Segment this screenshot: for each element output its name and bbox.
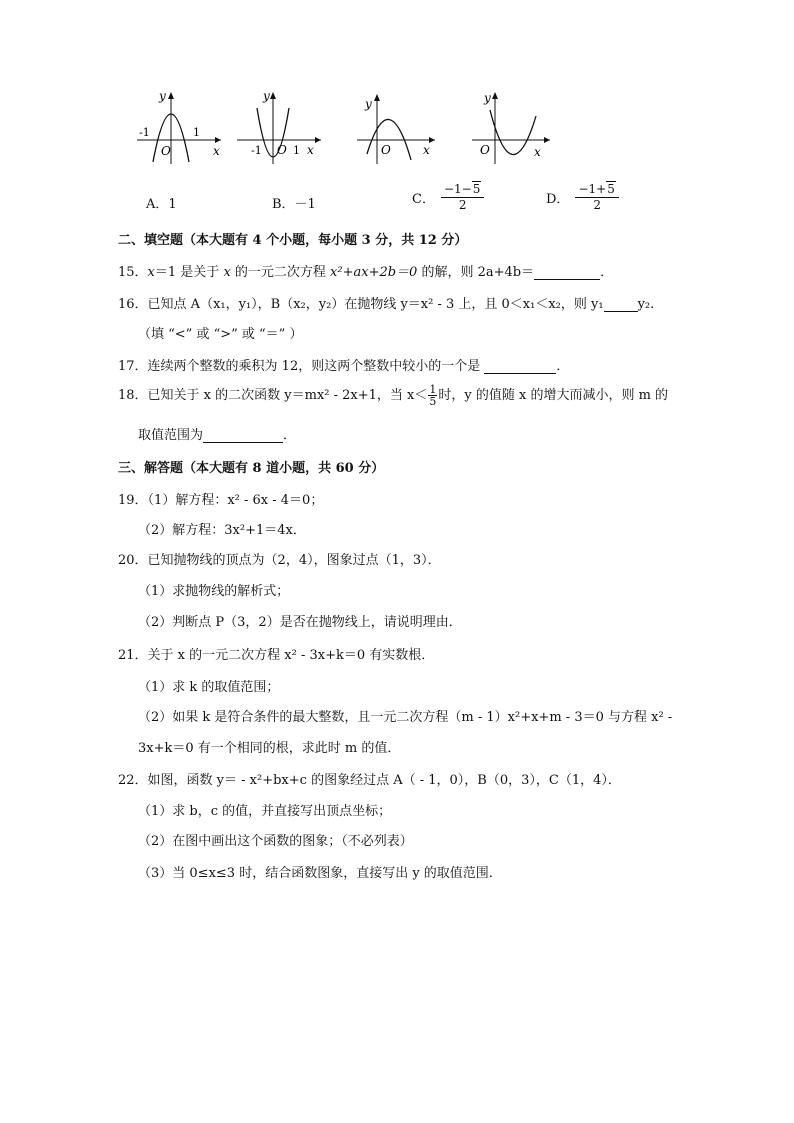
question-17: [118, 355, 569, 374]
q18-range-label: 取值范围为: [138, 428, 204, 443]
q18-fraction: [428, 384, 437, 407]
graph-a-neg-one: -1: [139, 126, 150, 139]
q18-fraction-num: 1: [429, 383, 437, 396]
question-19-part2: （2）解方程：3x²+1＝4x．: [138, 523, 306, 538]
question-21-part2-cont: 3x+k＝0 有一个相同的根，求此时 m 的值．: [138, 741, 401, 756]
question-19: 19．（1）解方程：x² - 6x - 4＝0；: [118, 493, 324, 508]
graph-a-y-label: y: [159, 89, 166, 103]
choice-c-numerator: −1−: [443, 182, 472, 196]
choice-c-denominator: 2: [458, 198, 467, 213]
graph-d-x-label: x: [534, 145, 541, 159]
graph-b-pos-one: 1: [293, 144, 300, 157]
q15-number: 15．: [118, 265, 148, 280]
graph-b-origin: O: [277, 143, 287, 157]
graph-c-origin: O: [381, 143, 391, 157]
graph-d: [470, 86, 560, 166]
choice-c: [412, 183, 484, 212]
question-21-part1: （1）求 k 的取值范围；: [138, 680, 280, 695]
question-21: 21．关于 x 的一元二次方程 x² - 3x+k＝0 有实数根．: [118, 648, 435, 663]
q15-text-3: 的解，则 2a+4b＝: [417, 265, 535, 280]
question-18: [118, 384, 668, 407]
question-16-hint: （填 “<” 或 “>” 或 “＝” ）: [138, 327, 303, 342]
graph-d-y-label: y: [484, 91, 491, 105]
q18-text-2: 时，y 的值随 x 的增大而减小，则 m 的: [438, 388, 669, 403]
q16-y2: y₂.: [637, 297, 655, 312]
q17-text: 17．连续两个整数的乘积为 12，则这两个整数中较小的一个是: [118, 359, 485, 374]
question-18-line2: [138, 424, 296, 443]
graph-a-x-label: x: [213, 144, 220, 158]
choice-d-label: D．: [546, 192, 570, 208]
choice-c-sqrt: 5: [472, 182, 481, 196]
q15-text-2: 的一元二次方程: [230, 265, 331, 280]
graph-b: [235, 86, 325, 166]
graph-b-x-label: x: [307, 143, 314, 157]
question-22-part1: （1）求 b，c 的值，并直接写出顶点坐标；: [138, 804, 392, 819]
q18-end: ．: [283, 428, 297, 443]
q17-end: ．: [556, 359, 570, 374]
question-20-part1: （1）求抛物线的解析式；: [138, 584, 290, 599]
graph-c-x-label: x: [423, 143, 430, 157]
choice-d-sqrt: 5: [607, 182, 615, 196]
graph-d-origin: O: [480, 143, 490, 157]
graph-a-pos-one: 1: [193, 126, 200, 139]
q18-fraction-den: 5: [429, 395, 437, 408]
graph-b-neg-one: -1: [251, 144, 262, 157]
choice-b: B．－1: [272, 197, 316, 212]
q18-text-1: 18．已知关于 x 的二次函数 y＝mx² - 2x+1，当 x＜: [118, 388, 428, 403]
q15-text-1: ＝1 是关于: [154, 265, 224, 280]
section-2-heading: 二、填空题（本大题有 4 个小题，每小题 3 分，共 12 分）: [118, 233, 468, 248]
choice-d-numerator: −1+: [578, 182, 607, 196]
graph-c: [355, 86, 445, 166]
section-3-heading: 三、解答题（本大题有 8 道小题，共 60 分）: [118, 461, 385, 476]
graph-a-origin: O: [161, 144, 171, 158]
q15-var-x2: x: [223, 265, 231, 280]
question-16: [118, 293, 654, 312]
choice-d: [546, 183, 619, 212]
choice-d-fraction: [575, 183, 618, 212]
choice-c-fraction: [441, 183, 484, 212]
question-15: [118, 261, 613, 280]
question-22-part2: （2）在图中画出这个函数的图象；（不必列表）: [138, 834, 413, 849]
q16-text: 16．已知点 A（x₁，y₁），B（x₂，y₂）在抛物线 y＝x² - 3 上，且 0＜x₁＜x₂，则 y₁: [118, 297, 604, 312]
choice-a: A．1: [146, 197, 177, 212]
choice-graphs: [130, 86, 580, 166]
question-22-part3: （3）当 0≤x≤3 时，结合函数图象，直接写出 y 的取值范围．: [138, 866, 502, 881]
q18-answer-blank[interactable]: [203, 428, 283, 443]
graph-a: [135, 86, 225, 166]
graph-c-y-label: y: [365, 97, 372, 111]
question-22: 22．如图，函数 y＝ - x²+bx+c 的图象经过点 A（ - 1，0），B（0，3），C（1，4）．: [118, 773, 621, 788]
q15-answer-blank[interactable]: [534, 265, 600, 280]
q16-answer-blank[interactable]: [604, 297, 638, 312]
q15-end: ．: [600, 265, 614, 280]
question-20-part2: （2）判断点 P（3，2）是否在抛物线上，请说明理由．: [138, 615, 462, 630]
question-20: 20．已知抛物线的顶点为（2，4），图象过点（1，3）．: [118, 553, 441, 568]
choice-d-denominator: 2: [593, 198, 601, 213]
q15-equation: x²+ax+2b＝0: [330, 265, 418, 280]
graph-b-y-label: y: [263, 89, 270, 103]
q17-answer-blank[interactable]: [484, 359, 556, 374]
q15-var-x: x: [147, 265, 155, 280]
question-21-part2: （2）如果 k 是符合条件的最大整数，且一元二次方程（m - 1）x²+x+m - 3＝0 与方程 x² -: [138, 710, 673, 725]
choice-c-label: C．: [412, 192, 435, 208]
